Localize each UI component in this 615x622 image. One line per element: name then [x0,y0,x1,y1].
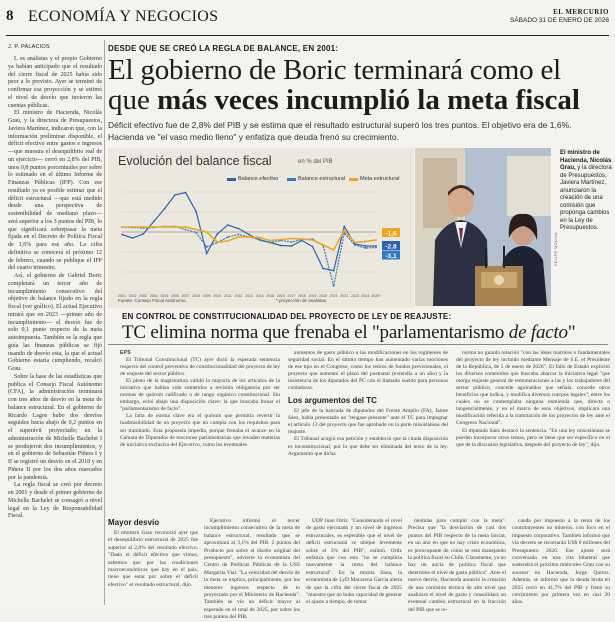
article2-column-2 [288,350,448,458]
paragraph: UDP Juan Ortiz. "Considerando el nivel de gasto ejecutado y un nivel de ingresos estructurales, es esperable que el nivel de déficit estructural se ubique levemente sobre el 3% del PIB", estimó. Ortiz enfatiza que con esto "no se cumpliría nuevamente la meta del balance estructural". En la misma línea, la economista de LyD Macarena García alerta de que la cifra del cierre fiscal de 2025 "muestra que no hubo capacidad de generar el ajuste a tiempo, de tomar [306,518,403,606]
data-point [227,240,229,242]
article2-kicker: EN CONTROL DE CONSTITUCIONALIDAD DEL PROYECTO DE LEY DE REAJUSTE: [122,312,452,321]
paragraph: Sobre la base de las estadísticas que publica el Consejo Fiscal Autónomo (CFA), la administración terminará con tres años de desvío en la meta de balance estructural. En el gobierno de Ricardo Lagos hubo dos desvíos seguidos hacia abajo de 0,2 puntos en el superávit proyectado; en la administración de Michelle Bachelet I se produjeron dos incumplimientos, y en el gobierno de Sebastián Piñera I y II se registró un desvío en el 2018 y en Piñera II por los dos años marcados por la pandemia. [8,373,102,481]
data-point [142,233,144,235]
data-point [290,238,292,240]
data-point [216,241,218,243]
paragraph: El Tribunal Constitucional (TC) ayer dictó la esperada sentencia respecto del control preventivo de constitucionalidad del proyecto de ley de reajuste del sector público. [120,357,280,378]
data-point [153,221,155,223]
article2-headline [122,322,575,344]
x-tick-label: 2022 [340,294,349,298]
data-point [206,253,208,255]
series-line-balance-estructural [122,227,376,287]
data-point [227,224,229,226]
photo-caption [560,150,612,233]
headline-close-quote: " [567,322,576,343]
data-point [354,244,356,246]
x-tick-label: 2009 [202,294,211,298]
data-point [132,226,134,228]
headline-line-1: El gobierno de Boric terminará como el [108,54,562,86]
x-tick-label: 2013 [245,294,253,298]
paragraph: El pleno de la magistratura validó la mayoría de los artículos de la iniciativa que habían sido sometidos a revisión obligatoria por ser normas de quórum calificado o de rango orgánico constitucional. Sin embargo, echó abajo una disposición clave: la que buscaba frenar el "parlamentarismo de facto". [120,378,280,413]
lower-column-1 [108,518,198,589]
paragraph: La falta de norma clave era el quórum que permitía revertir la inadmisibilidad de un proyecto que no cumpla con los requisitos para ser tramitado. Esta propuesta impedía, porque frenaba el avance en la Cámara de Diputados de mociones parlamentarias que invaden materias de iniciativa exclusiva del Ejecutivo, como los eventuales [120,413,280,448]
data-point [333,270,335,272]
x-tick-label: 2019 [308,294,317,298]
x-tick-label: 2016 [276,294,285,298]
data-point [290,245,292,247]
column-divider [104,40,105,605]
x-tick-label: 2024 [361,294,370,298]
data-point [195,232,197,234]
caption-bold: El ministro de Hacienda, Nicolás Grau, [560,150,612,171]
caption-text: y la directora de Presupuestos, Javiera Martínez, anunciaron la creación de una comisión que proponga cambios en la Ley de Presupuestos. [560,165,612,231]
article-deck [108,119,608,143]
x-tick-label: 2021 [329,294,338,298]
subheading: Los argumentos del TC [288,396,377,406]
deck-line-2: Hacienda ve "el vaso medio lleno" y enfatiza que deuda frenó su crecimiento. [108,132,399,142]
photo-illustration [415,148,551,306]
data-point [238,234,240,236]
data-point [238,236,240,238]
data-point [259,237,261,239]
data-point [248,234,250,236]
legend-label: Meta estructural [360,176,400,182]
page-header [6,6,609,36]
end-value-label: -2,8 [385,243,397,251]
lower-column-5 [512,518,610,607]
paragraph: cauda por impuesto a la renta de los contribuyentes no mineros, con foco en el impuesto corporativo. También informó que vía decreto se recortarán US$ 0 millones del Presupuesto 2026. Ese ajuste será conversado en una cita bilateral que sostendrá el próximo miércoles Grau con su sucesor en Hacienda, Jorge Quiroz. Además, se informó que la deuda bruta en 2025 cerró en 41,7% del PIB y frenó su crecimiento por primera vez en casi 20 años. [512,518,610,606]
data-point [343,230,345,232]
lower-column-2 [204,518,300,622]
left-column-text [8,56,102,521]
chart-source: Fuente: Consejo Fiscal Autónomo. [118,298,187,303]
x-tick-label: 2006 [170,294,179,298]
data-point [333,249,335,251]
x-tick-label: 2007 [181,294,190,298]
headline-line-2 [108,85,580,115]
x-tick-label: 2003 [139,294,148,298]
data-point [142,226,144,228]
data-point [269,240,271,242]
data-point [121,234,123,236]
data-point [121,226,123,228]
data-point [365,245,367,247]
data-point [185,226,187,228]
paragraph: El diputado Sáez destacó la sentencia. "En una ley misceláneas se pueden incorporar otros temas, pero se tiene que ser específico en el que de la discusión legislativa, después del proyecto de ley", dijo. [456,427,610,448]
data-point [333,285,335,287]
x-tick-label: 2005 [160,294,169,298]
chart-plot [108,148,414,308]
data-point [174,226,176,228]
data-point [174,194,176,196]
byline: J. P. PALACIOS [8,44,50,50]
paragraph: Ejecutivo informó el tercer incumplimiento consecutivo de la meta de balance estructural, resultado que se aproximará al 3,1% del PIB. 2 puntos del Producto por sobre el diseño original del presupuesto", advierte la economista del Centro de Políticas Públicas de la USS Margarita Vial. "La velocidad del desvío de la meta se explica, principalmente, por los menores ingresos respecto de lo proyectado por el Ministerio de Hacienda". También se vio un déficit mayor al esperado en el total de 2025, por sobre los tres puntos del PIB. [204,518,300,621]
data-point [322,268,324,270]
x-tick-label: 2002 [128,294,137,298]
author-initials: EPS [120,350,131,356]
headline-bold: más veces incumplió la meta fiscal [157,84,580,116]
data-point [195,229,197,231]
legend-label: Balance efectivo [238,176,279,182]
x-tick-label: 2014 [255,294,264,298]
chart-note: * proyección de analistas. [276,298,328,303]
data-point [375,247,377,249]
x-tick-label: 2010 [213,294,222,298]
article-kicker: DESDE QUE SE CREÓ LA REGLA DE BALANCE, EN 2001: [108,44,339,53]
series-line-meta-estructural [122,227,376,250]
paragraph: aumentos de gasto público o las modificaciones en los regímenes de seguridad social. En el último tiempo han aumentado varias mociones de ese tipo en el Congreso, como los retiros de fondos previsionales, el proyecto que aumentó el plazo del postnatal (extendía a un año) y la insistencia de los diputados del PC con el llamado sueldo para personas cuidadoras. [288,350,448,392]
x-tick-label: 2023 [350,294,359,298]
paragraph: norma no guarda relación "con las ideas matrices o fundamentales del proyecto de ley incluido mediante Mensaje de S.E. el Presidente de la República, de 5 de enero de 2026". El fallo de Estado explicitó los diversos contenidos que buscaba abarcar la iniciativa legal "que otorga reajuste general de remuneraciones a las y los trabajadores del sector público, concede aguinaldos que señala, concede otros beneficios que indica, y modifica diversos cuerpos legales"; entre los cuales no se contemplaba ninguna enmienda que, directa o tangencialmente, y en el marco de esos objetivos, implicara una modificación referida a la tramitación de los proyectos de ley ante el Congreso Nacional". [456,350,610,427]
headline-italic: de facto [508,322,568,343]
brand-name: EL MERCURIO [553,8,609,16]
paragraph: La regla fiscal se creó por decreto en 2001 y desde el primer gobierno de Michelle Bachelet se consagró a nivel legal en la Ley de Responsabilidad Fiscal. [8,482,102,520]
data-point [354,242,356,244]
chart-unit: en % del PIB [298,159,333,165]
paragraph: medidas para cumplir con la meta". Precisa que "la desviación de casi dos puntos del PIB respecto de la meta inicial, en un año en que no hay crisis económica, es preocupante de cómo se está manejando la política fiscal en Chile. Claramente, ya no hay un ancla de política fiscal que determine el nivel de gasto público". Ante el nuevo desvío, Hacienda anunció la creación de una comisión técnica de alto nivel que analizará el nivel de gasto y consolidará un eventual cambio estructural en la fracción del PIB que se re- [408,518,506,613]
paragraph: El jefe de la bancada de diputados del Frente Amplio (FA), Jaime Sáez, había presentado un "tengase presente" ante el TC para impugnar el artículo 13 del proyecto que fue aprobado en la parte misceláneas del reajuste. [288,408,448,436]
data-point [248,236,250,238]
officials-photo [415,148,551,306]
x-tick-label: 2017 [287,294,296,298]
section-title: ECONOMÍA Y NEGOCIOS [28,8,219,25]
data-point [312,246,314,248]
series-line-balance-efectivo [122,193,376,271]
article2-column-3 [456,350,610,449]
data-point [163,226,165,228]
paragraph: L os analistas y el propio Gobierno ya habían anticipado que el resultado del cierre fiscal de 2025 había sido peor a lo previsto. Ayer se terminó de confirmar esa proyección y se estimó el nivel de desvío que tuvieron las cuentas públicas. [8,56,102,109]
subheading-mayor-desvio: Mayor desvío [108,518,160,527]
x-tick-label: 2001 [118,294,126,298]
headline-text: TC elimina norma que frenaba el "parlamentarismo [122,322,509,343]
fiscal-balance-chart [108,148,414,308]
headline-rule [108,344,608,345]
data-point [343,226,345,228]
data-point [312,239,314,241]
data-point [269,242,271,244]
x-tick-label: 2025* [371,294,381,298]
data-point [206,246,208,248]
data-point [280,245,282,247]
masthead [510,8,609,25]
data-point [375,239,377,241]
data-point [216,233,218,235]
data-point [365,241,367,243]
paragraph: El ministro de Hacienda, Nicolás Grau, y la directora de Presupuestos, Javiera Martínez, indicaron que, con la información preliminar disponible, el déficit efectivo entre gastos e ingresos —que muestra el desequilibrio real de un ejercicio— cerró en 2,8% del PIB, unos 0,8 puntos porcentuales por sobre lo estimado en el último Informe de Finanzas Públicas (IFP). Con ese resultado ya es posible estimar que el déficit estructural —que está medido desde una perspectiva de sostenibilidad de mediano plazo— será superior a los 3 puntos del PIB, lo que significará sobrepasar la meta fijada en el Decreto de Política Fiscal de 1,6% para ese año. La cifra definitiva se conocerá el próximo 12 de febrero, cuando se publique el IFP del cuarto trimestre. [8,110,102,272]
lower-column-4 [408,518,506,614]
issue-date: SÁBADO 31 DE ENERO DE 2026 [510,17,609,24]
end-value-label: -3,1 [385,252,397,260]
data-point [185,229,187,231]
data-point [238,228,240,230]
paragraph: Así, el gobierno de Gabriel Boric completará un tercer año de incumplimiento consecutivo del objetivo de balance fijado en la regla fiscal (ver gráfico). El actual Ejecutivo mirará que en 2023 —primer año de incumplimiento— el desvío fue de solo 0,1 punto respecto de la meta autoimpuesta. También se la regla que guía las finanzas públicas se fijó usando de desvío esta, la que el actual Gobierno estaría cumpliendo, recalcó Grau. [8,273,102,372]
chart-title: Evolución del balance fiscal [118,154,272,168]
data-point [132,237,134,239]
page-number: 8 [6,8,14,24]
paragraph: El Tribunal acogió esa petición y estableció que la citada disposición es inconstitucional, por lo que debe ser eliminada del texto de la ley. Argumentó que dicha [288,436,448,457]
paragraph: El ministro Grau reconoció ayer que el desequilibrio estructural de 2025 fue superior al 2,8% del resultado efectivo. "Dado el déficit efectivo que vimos, sabemos que por las condiciones macroeconómicas que hay en el país, tiene que estar por sobre el déficit efectivo" el resultado estructural, dijo. [108,530,198,588]
lower-column-3 [306,518,402,607]
data-point [322,244,324,246]
data-point [259,239,261,241]
data-point [301,238,303,240]
data-point [163,208,165,210]
x-tick-label: 2011 [223,294,232,298]
x-tick-label: 2015 [266,294,275,298]
x-tick-label: 2004 [149,294,158,298]
article2-column-1 [120,350,280,449]
data-point [185,192,187,194]
headline-pre: que [108,84,158,116]
data-point [290,241,292,243]
x-tick-label: 2020 [319,294,328,298]
x-tick-label: 2012 [234,294,243,298]
x-tick-label: 2008 [192,294,201,298]
photo-credit: FELIPE MOLINA [553,232,558,267]
data-point [365,247,367,249]
data-point [206,231,208,233]
data-point [195,211,197,213]
x-tick-label: 2018 [297,294,306,298]
data-point [280,239,282,241]
legend-label: Balance estructural [298,176,346,182]
deck-line-1: Déficit efectivo fue de 2,8% del PIB y se estima que el resultado estructural superó los tres puntos. El objetivo era de 1,6%. [108,120,572,130]
data-point [227,236,229,238]
end-value-label: -1,6 [385,230,397,238]
data-point [153,226,155,228]
